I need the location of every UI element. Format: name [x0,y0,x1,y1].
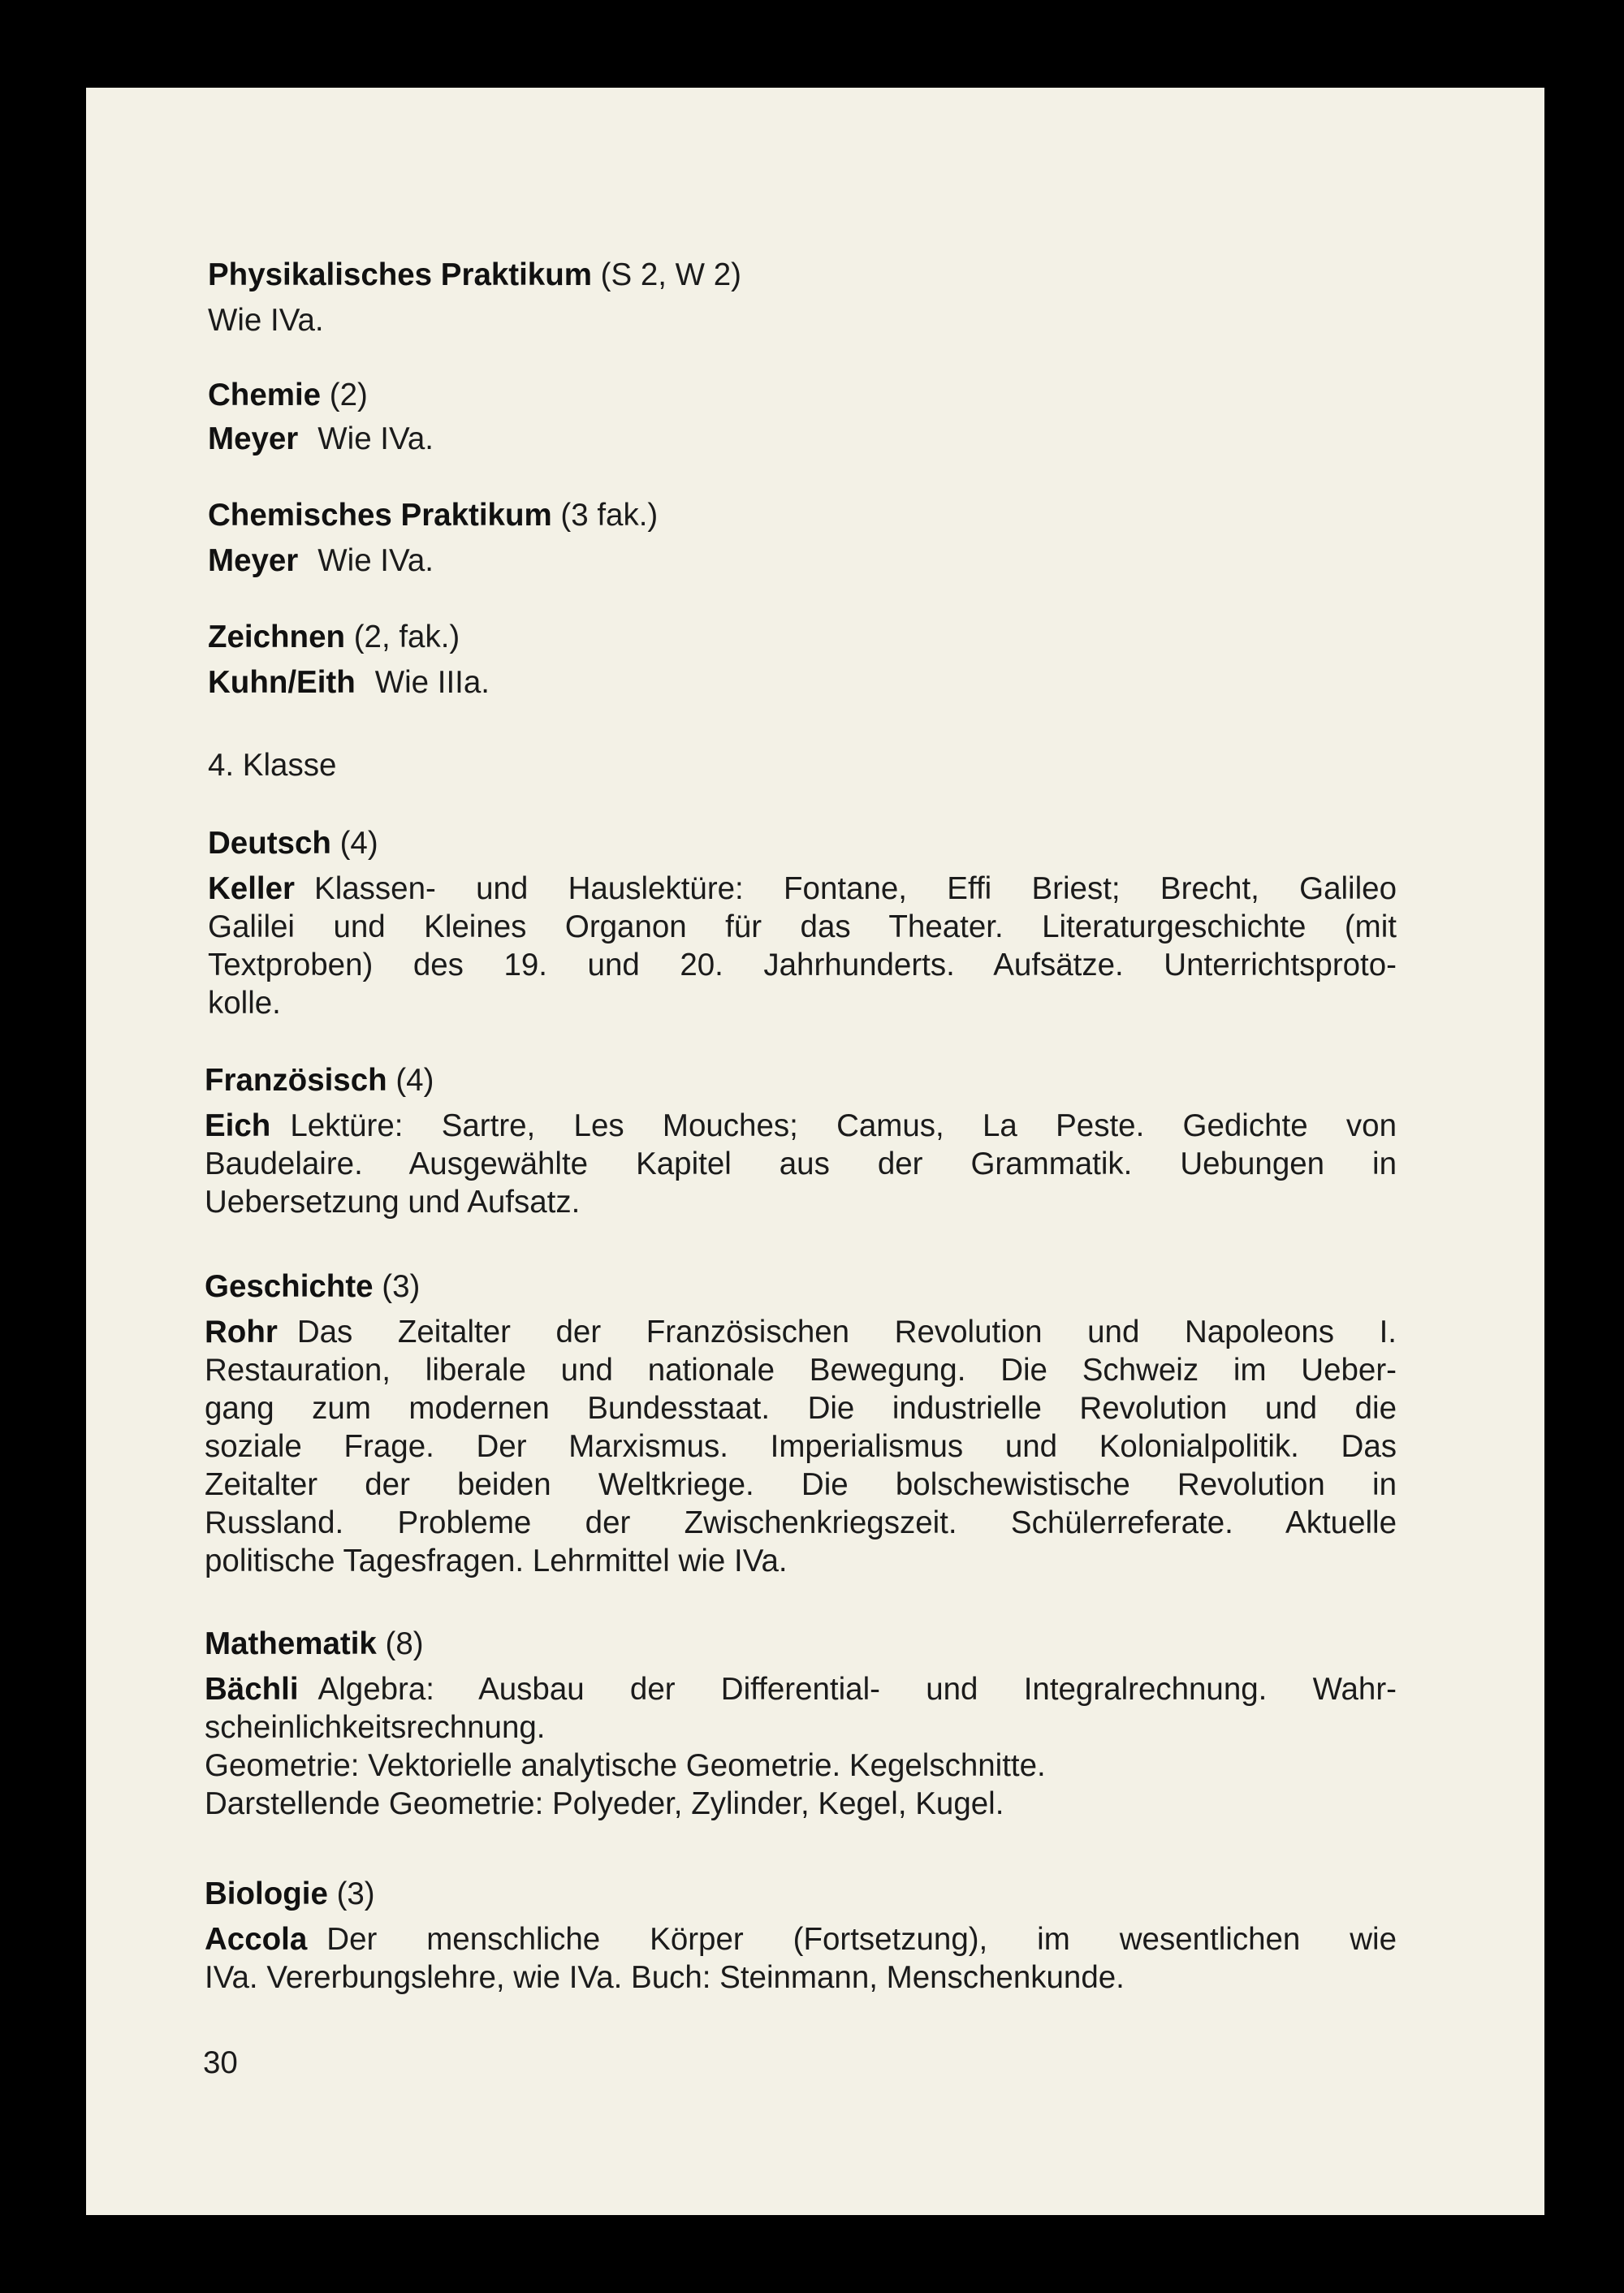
section-body-chemie: Meyer Wie IVa. [208,421,434,456]
section-body-geschichte-line-3: gang zum modernen Bundesstaat. Die industrielle Revolution und die [205,1391,1397,1426]
section-body-physikalisches-praktikum: Wie IVa. [208,303,324,338]
section-heading-mathematik: Mathematik (8) [205,1626,424,1661]
section-heading-zeichnen: Zeichnen (2, fak.) [208,620,460,654]
section-body-geschichte-line-1: Rohr Das Zeitalter der Französischen Revolution und Napoleons I. [205,1315,1397,1349]
section-body-franzoesisch-line-3: Uebersetzung und Aufsatz. [205,1185,581,1220]
section-heading-geschichte: Geschichte (3) [205,1269,421,1304]
section-body-franzoesisch-line-1: Eich Lektüre: Sartre, Les Mouches; Camus, La Peste. Gedichte von [205,1108,1397,1143]
section-body-mathematik-line-4: Darstellende Geometrie: Polyeder, Zylinder, Kegel, Kugel. [205,1786,1004,1821]
section-body-geschichte-line-6: Russland. Probleme der Zwischenkriegszeit. Schülerreferate. Aktuelle [205,1505,1397,1540]
section-body-deutsch-line-2: Galilei und Kleines Organon für das Theater. Literaturgeschichte (mit [208,909,1397,944]
section-body-deutsch-line-3: Textproben) des 19. und 20. Jahrhunderts. Aufsätze. Unterrichtsproto- [208,948,1397,982]
section-body-mathematik-line-2: scheinlichkeitsrechnung. [205,1710,546,1745]
section-heading-franzoesisch: Französisch (4) [205,1063,434,1098]
section-body-deutsch-line-4: kolle. [208,986,281,1021]
class-heading: 4. Klasse [208,748,337,783]
section-body-geschichte-line-5: Zeitalter der beiden Weltkriege. Die bolschewistische Revolution in [205,1467,1397,1502]
section-body-deutsch-line-1: Keller Klassen- und Hauslektüre: Fontane, Effi Briest; Brecht, Galileo [208,871,1397,906]
section-body-chemisches-praktikum: Meyer Wie IVa. [208,543,434,578]
section-body-franzoesisch-line-2: Baudelaire. Ausgewählte Kapitel aus der Grammatik. Uebungen in [205,1146,1397,1181]
section-body-zeichnen: Kuhn/Eith Wie IIIa. [208,665,490,700]
section-heading-physikalisches-praktikum: Physikalisches Praktikum (S 2, W 2) [208,257,741,292]
section-heading-deutsch: Deutsch (4) [208,826,378,861]
section-body-mathematik-line-3: Geometrie: Vektorielle analytische Geometrie. Kegelschnitte. [205,1748,1046,1783]
section-body-geschichte-line-7: politische Tagesfragen. Lehrmittel wie IVa. [205,1544,788,1578]
section-body-biologie-line-1: Accola Der menschliche Körper (Fortsetzung), im wesentlichen wie [205,1922,1397,1957]
section-body-geschichte-line-2: Restauration, liberale und nationale Bewegung. Die Schweiz im Ueber- [205,1353,1397,1388]
section-body-biologie-line-2: IVa. Vererbungslehre, wie IVa. Buch: Steinmann, Menschenkunde. [205,1960,1125,1995]
section-body-mathematik-line-1: Bächli Algebra: Ausbau der Differential- und Integralrechnung. Wahr- [205,1672,1397,1707]
section-heading-chemie: Chemie (2) [208,378,368,412]
section-body-geschichte-line-4: soziale Frage. Der Marxismus. Imperialismus und Kolonialpolitik. Das [205,1429,1397,1464]
section-heading-biologie: Biologie (3) [205,1876,375,1911]
section-heading-chemisches-praktikum: Chemisches Praktikum (3 fak.) [208,498,659,533]
page-number: 30 [203,2045,238,2080]
document-page [86,88,1544,2215]
